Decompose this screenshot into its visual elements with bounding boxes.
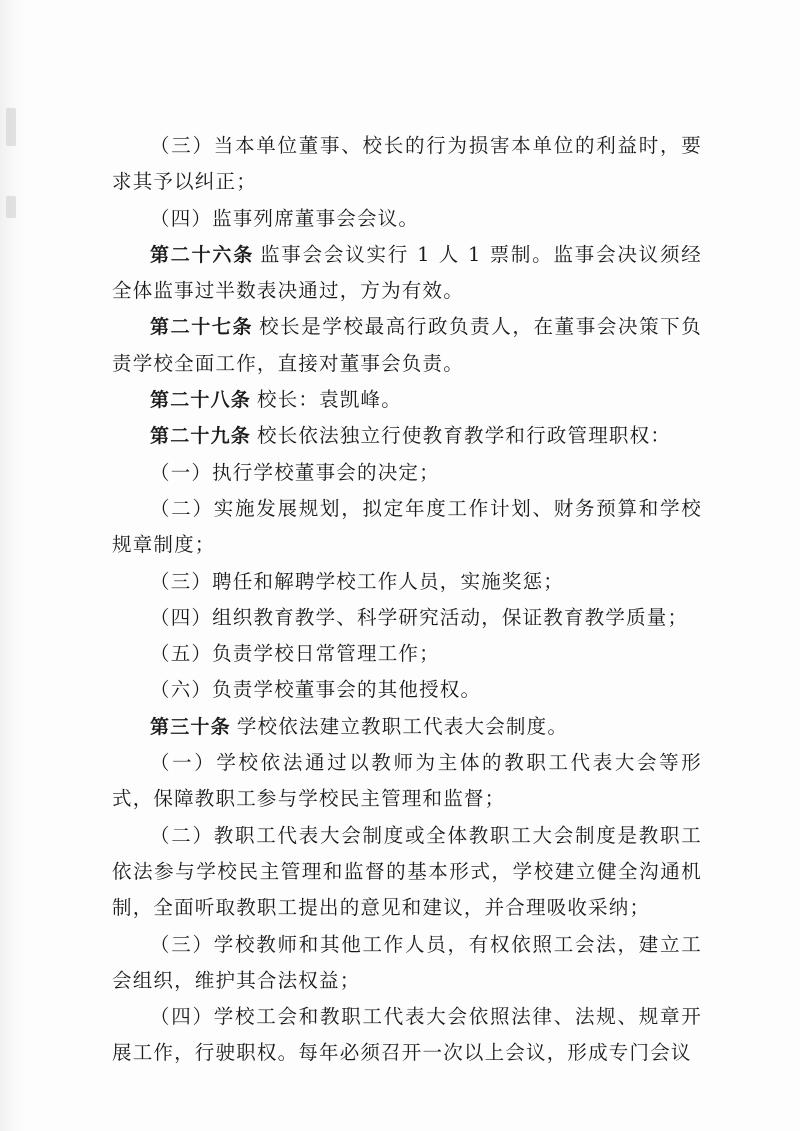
paragraph-text: 学校依法建立教职工代表大会制度。 <box>236 714 569 738</box>
paragraph-text: （五）负责学校日常管理工作； <box>150 642 440 666</box>
paragraph-text: 监事会会议实行 1 人 1 票制。监事会决议须经全体监事过半数表决通过，方为有效。 <box>112 242 702 303</box>
paragraph-text: （三）聘任和解聘学校工作人员，实施奖惩； <box>150 569 565 593</box>
paragraph-text: 校长：袁凯峰。 <box>257 388 402 412</box>
article-paragraph <box>112 237 702 310</box>
paragraph <box>112 128 702 201</box>
scan-edge-shadow <box>0 0 26 1131</box>
paragraph <box>112 818 702 927</box>
paragraph <box>112 672 702 708</box>
article-number: 第二十九条 <box>150 425 252 448</box>
paragraph <box>112 201 702 237</box>
article-paragraph <box>112 709 702 745</box>
paragraph <box>112 745 702 818</box>
paragraph-text: （四）监事列席董事会会议。 <box>150 206 420 230</box>
article-paragraph <box>112 382 702 418</box>
paragraph <box>112 455 702 491</box>
article-number: 第二十八条 <box>150 389 252 412</box>
paragraph-text: （三）学校教师和其他工作人员，有权依照工会法，建立工会组织，维护其合法权益； <box>112 932 702 992</box>
article-number: 第三十条 <box>150 715 231 738</box>
paragraph-text: （二）实施发展规划，拟定年度工作计划、财务预算和学校规章制度； <box>112 496 702 557</box>
paragraph-text: 校长是学校最高行政负责人，在董事会决策下负责学校全面工作，直接对董事会负责。 <box>112 315 702 375</box>
paragraph-text: （六）负责学校董事会的其他授权。 <box>150 678 482 702</box>
paragraph <box>112 636 702 672</box>
paragraph <box>112 491 702 564</box>
paragraph-text: （三）当本单位董事、校长的行为损害本单位的利益时，要求其予以纠正； <box>112 134 702 194</box>
article-paragraph <box>112 418 702 454</box>
paragraph <box>112 999 702 1072</box>
document-body <box>112 128 702 1072</box>
scan-artifact <box>6 196 16 218</box>
paragraph <box>112 927 702 1000</box>
article-number: 第二十六条 <box>150 243 254 266</box>
scan-artifact <box>6 108 16 146</box>
paragraph-text: （四）学校工会和教职工代表大会依照法律、法规、规章开展工作，行驶职权。每年必须召开一次以上会议，形成专门会议 <box>112 1005 702 1065</box>
paragraph <box>112 600 702 636</box>
paragraph-text: （一）执行学校董事会的决定； <box>150 460 440 484</box>
paragraph-text: （一）学校依法通过以教师为主体的教职工代表大会等形式，保障教职工参与学校民主管理和监督； <box>112 751 702 811</box>
paragraph-text: （四）组织教育教学、科学研究活动，保证教育教学质量； <box>150 605 689 629</box>
article-paragraph <box>112 309 702 382</box>
paragraph-text: 校长依法独立行使教育教学和行政管理职权： <box>257 424 672 448</box>
paragraph <box>112 564 702 600</box>
paragraph-text: （二）教职工代表大会制度或全体教职工大会制度是教职工依法参与学校民主管理和监督的基本形式，学校建立健全沟通机制，全面听取教职工提出的意见和建议，并合理吸收采纳； <box>112 823 702 920</box>
article-number: 第二十七条 <box>150 316 254 339</box>
